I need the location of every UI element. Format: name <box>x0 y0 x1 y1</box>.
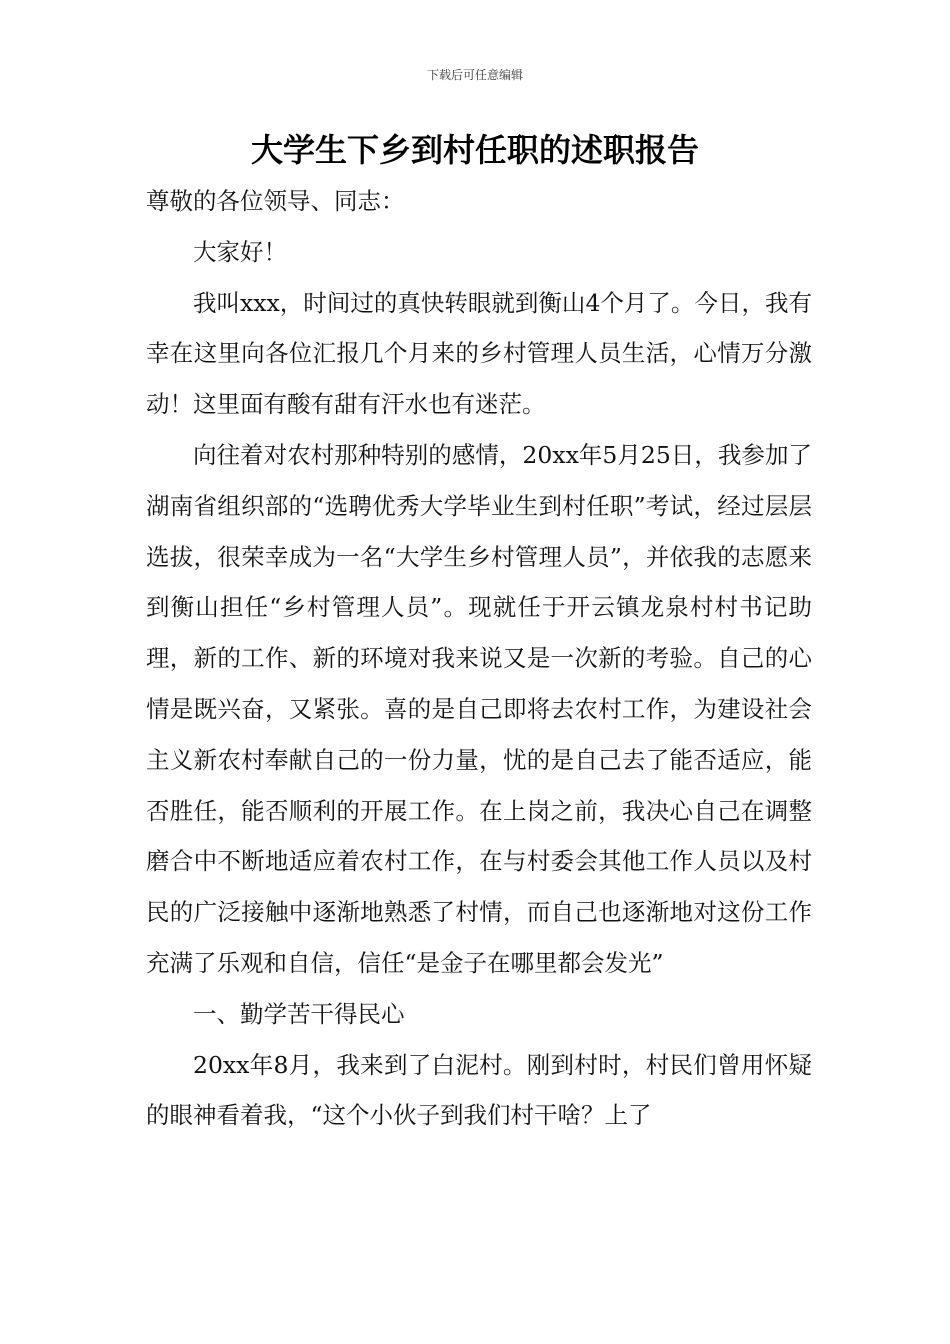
document-title: 大学生下乡到村任职的述职报告 <box>250 131 699 169</box>
section-heading: 一、勤学苦干得民心 <box>193 999 405 1028</box>
paragraph-greeting: 大家好！ <box>193 237 287 266</box>
paragraph-background: 向往着对农村那种特别的感情，20xx年5月25日，我参加了湖南省组织部的“选聘优秀大学毕业生到村任职”考试，经过层层选拔，很荣幸成为一名“大学生乡村管理人员”，并依我的志愿来到衡山担任“乡村管理人员”。现就任于开云镇龙泉村村书记助理，新的工作、新的环境对我来说又是一次新的考验。自己的心情是既兴奋，又紧张。喜的是自己即将去农村工作，为建设社会主义新农村奉献自己的一份力量，忧的是自己去了能否适应，能否胜任，能否顺利的开展工作。在上岗之前，我决心自己在调整磨合中不断地适应着农村工作，在与村委会其他工作人员以及村民的广泛接触中逐渐地熟悉了村情，而自己也逐渐地对这份工作充满了乐观和自信，信任“是金子在哪里都会发光” <box>146 440 812 977</box>
paragraph-introduction: 我叫xxx，时间过的真快转眼就到衡山4个月了。今日，我有幸在这里向各位汇报几个月来的乡村管理人员生活，心情万分激动！这里面有酸有甜有汗水也有迷茫。 <box>146 288 812 419</box>
paragraph-arrival: 20xx年8月，我来到了白泥村。刚到村时，村民们曾用怀疑的眼神看着我，“这个小伙子到我们村干啥？上了 <box>146 1050 812 1130</box>
salutation: 尊敬的各位领导、同志： <box>146 187 405 215</box>
document-body <box>146 176 812 1141</box>
header-note: 下载后可任意编辑 <box>426 68 523 82</box>
